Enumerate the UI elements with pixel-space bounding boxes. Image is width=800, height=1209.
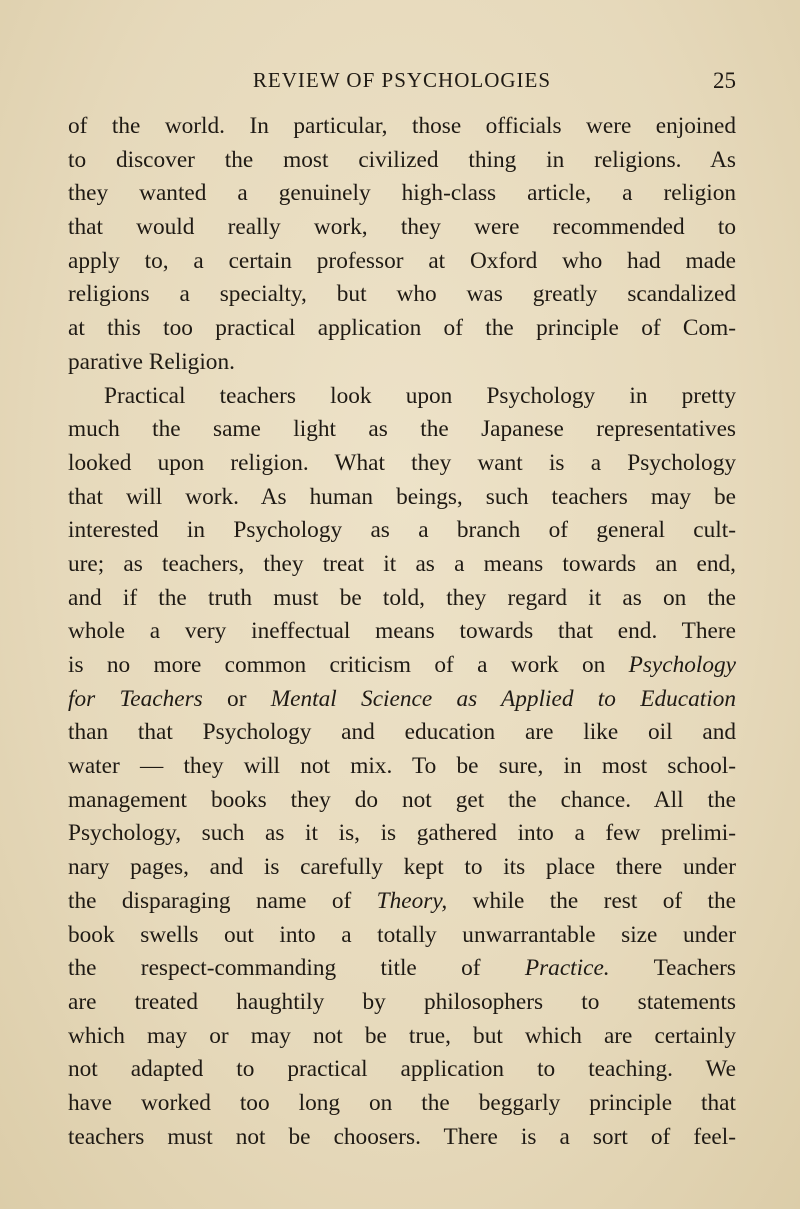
text-line: interested in Psychology as a branch of general cult-: [68, 517, 736, 544]
text-line: the respect-commanding title of Practice. Teachers: [68, 955, 737, 982]
text-line: water — they will not mix. To be sure, in most school-: [68, 753, 736, 780]
text-line: whole a very ineffectual means towards that end. There: [68, 618, 736, 645]
italic-term: Practice.: [524, 955, 610, 982]
text-line: nary pages, and is carefully kept to its place there under: [68, 854, 736, 881]
text-line: teachers must not be choosers. There is a sort of feel-: [68, 1123, 736, 1150]
running-head: [68, 68, 736, 98]
text-line: that will work. As human beings, such teachers may be: [68, 483, 736, 510]
text-line: which may or may not be true, but which are certainly: [68, 1022, 736, 1049]
text-line: of the world. In particular, those officials were enjoined: [68, 113, 736, 139]
text-line: to discover the most civilized thing in religions. As: [68, 146, 736, 173]
text-line: not adapted to practical application to teaching. We: [68, 1056, 736, 1083]
text-line: are treated haughtily by philosophers to statements: [68, 988, 736, 1015]
text-line: for Teachers or Mental Science as Applied to Education: [68, 685, 736, 712]
text-line: than that Psychology and education are like oil and: [68, 719, 736, 746]
italic-term: Theory,: [376, 887, 448, 914]
text-line: is no more common criticism of a work on Psychology: [68, 652, 736, 678]
text-line: apply to, a certain professor at Oxford who had made: [68, 247, 736, 274]
page-number: 25: [713, 68, 736, 93]
running-head-title: REVIEW OF PSYCHOLOGIES: [252, 68, 552, 92]
paragraph-end-line: parative Religion.: [68, 348, 235, 375]
italic-title: Mental Science as Applied to Education: [270, 685, 736, 712]
text-line: management books they do not get the chance. All the: [68, 786, 736, 813]
text-line: ure; as teachers, they treat it as a means towards an end,: [68, 550, 736, 577]
body-text: [68, 110, 736, 1154]
text-line: have worked too long on the beggarly principle that: [68, 1089, 736, 1116]
italic-title: for Teachers: [68, 685, 203, 712]
text-line: looked upon religion. What they want is a Psychology: [68, 449, 736, 476]
text-line: that would really work, they were recommended to: [68, 214, 736, 241]
text-line: much the same light as the Japanese representatives: [68, 416, 736, 443]
text-line: and if the truth must be told, they regard it as on the: [68, 584, 736, 611]
text-line: the disparaging name of Theory, while the rest of the: [68, 887, 737, 914]
paragraph-start-line: Practical teachers look upon Psychology in pretty: [104, 382, 736, 409]
text-line: they wanted a genuinely high-class article, a religion: [68, 180, 736, 207]
text-line: at this too practical application of the principle of Com-: [68, 315, 736, 342]
text-line: Psychology, such as it is, is gathered into a few prelimi-: [68, 820, 736, 847]
italic-title: Psychology: [628, 652, 736, 678]
text-line: religions a specialty, but who was greatly scandalized: [68, 281, 736, 308]
text-line: book swells out into a totally unwarrantable size under: [68, 921, 736, 948]
